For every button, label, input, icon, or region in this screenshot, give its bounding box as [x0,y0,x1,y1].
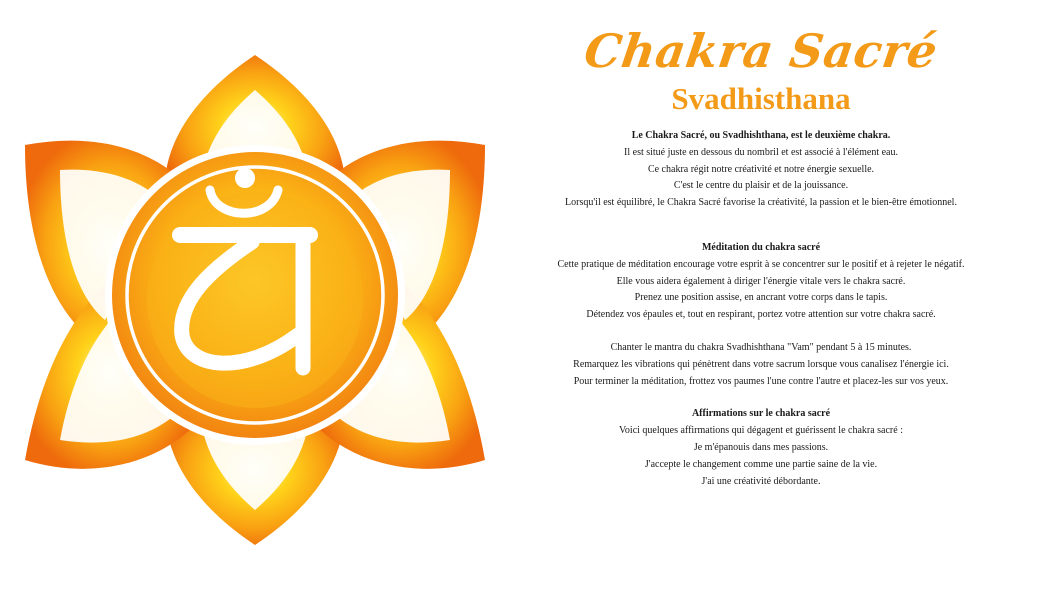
text-column [497,22,1025,490]
meditation-line: Remarquez les vibrations qui pénètrent dans votre sacrum lorsque vous canalisez l'énergie ici. [573,358,949,370]
affirmations-heading: Affirmations sur le chakra sacré [691,408,831,420]
meditation-line: Prenez une position assise, en ancrant votre corps dans le tapis. [634,292,888,304]
sacral-chakra-artwork [20,50,490,550]
meditation-line: Détendez vos épaules et, tout en respirant, portez votre attention sur votre chakra sacré. [586,309,936,321]
meditation-line: Cette pratique de méditation encourage votre esprit à se concentrer sur le positif et à rejeter le négatif. [557,258,965,270]
meditation-line: Elle vous aidera également à diriger l'énergie vitale vers le chakra sacré. [616,275,906,287]
affirmation-line: Voici quelques affirmations qui dégagent et guérissent le chakra sacré : [619,425,903,437]
sacral-chakra-symbol-icon [20,50,490,550]
meditation-line: Pour terminer la méditation, frottez vos paumes l'une contre l'autre et placez-les sur vos yeux. [573,375,949,387]
meditation-section [497,240,1025,390]
affirmation-line: Je m'épanouis dans mes passions. [693,441,829,453]
center-disc [105,145,405,445]
intro-line: Lorsqu'il est équilibré, le Chakra Sacré favorise la créativité, la passion et le bien-être émotionnel. [565,197,957,209]
affirmations-section [497,406,1025,490]
intro-heading: Le Chakra Sacré, ou Svadhishthana, est le deuxième chakra. [631,130,891,141]
meditation-heading: Méditation du chakra sacré [701,241,821,253]
affirmation-line: J'accepte le changement comme une partie saine de la vie. [644,458,878,470]
affirmation-line: J'ai une créativité débordante. [701,475,821,487]
intro-section [497,128,1025,212]
intro-line: Il est situé juste en dessous du nombril et est associé à l'élément eau. [624,146,898,158]
meditation-line: Chanter le mantra du chakra Svadhishthana "Vam" pendant 5 à 15 minutes. [610,341,912,353]
intro-line: Ce chakra régit notre créativité et notre énergie sexuelle. [647,163,875,175]
intro-line: C'est le centre du plaisir et de la jouissance. [673,180,849,192]
subtitle: Svadhisthana [671,81,851,116]
script-title: Chakra Sacré [581,24,941,78]
